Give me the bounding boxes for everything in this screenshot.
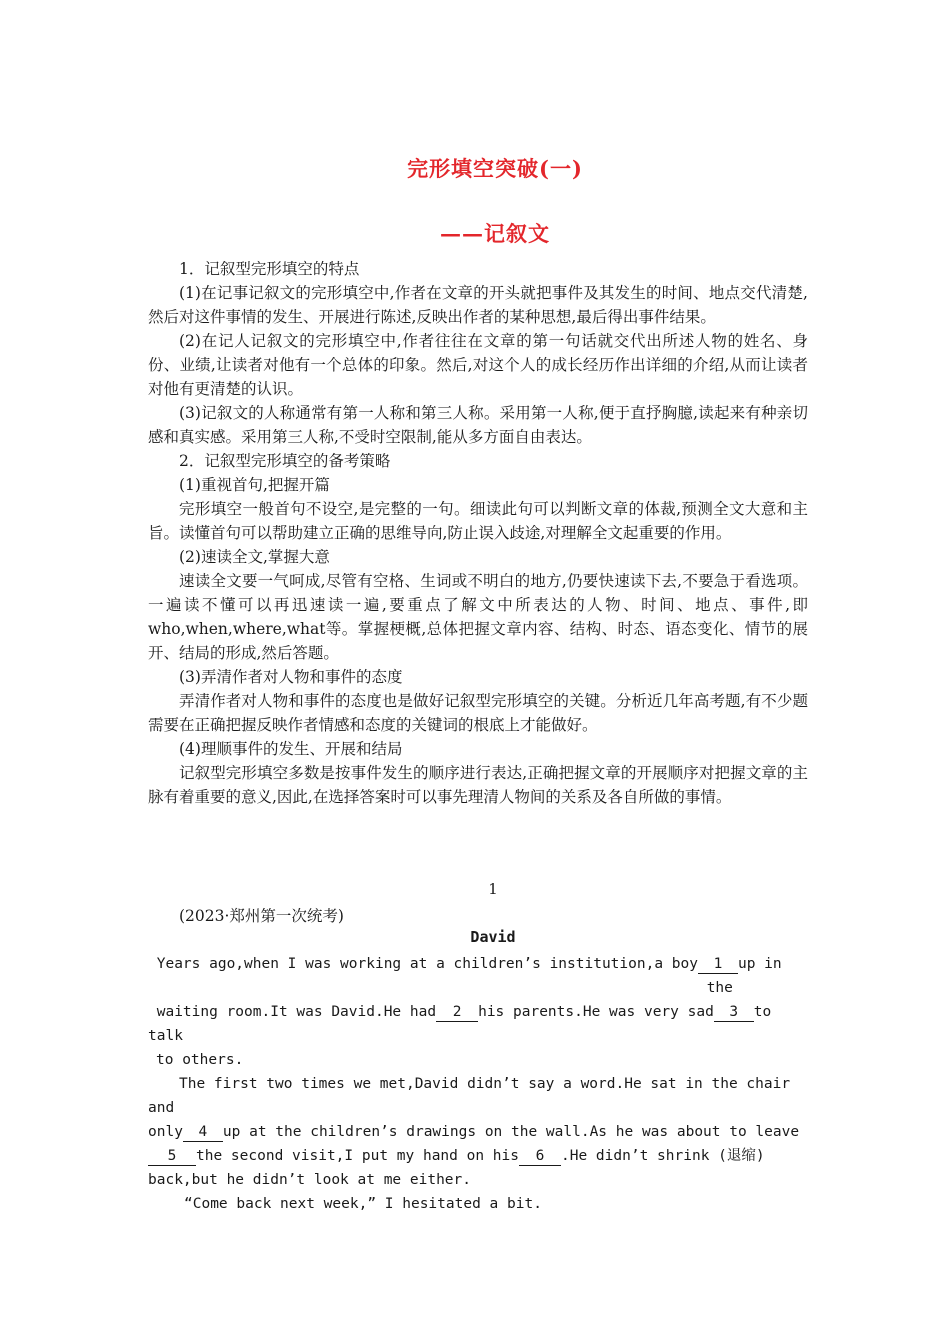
page-subtitle: ——记叙文 (440, 221, 550, 246)
section-1-heading: 1．记叙型完形填空的特点 (179, 260, 360, 278)
section-1-paragraph-1: (1)在记事记叙文的完形填空中,作者在文章的开头就把事件及其发生的时间、地点交代清楚,然后对这件事情的发生、开展进行陈述,反映出作者的某种思想,最后得出事件结果。 (148, 284, 808, 326)
section-1-paragraph-2: (2)在记人记叙文的完形填空中,作者往往在文章的第一句话就交代出所述人物的姓名、身份、业绩,让读者对他有一个总体的印象。然后,对这个人的成长经历作出详细的介绍,从而让读者对他有更清楚的认识。 (148, 332, 808, 398)
passage-text: his parents.He was very sad (478, 1004, 714, 1020)
passage-text: only (148, 1124, 183, 1140)
passage-line (148, 1144, 808, 1168)
blank-5[interactable]: 5 (148, 1147, 196, 1166)
passage-line: back,but he didn’t look at me either. (148, 1172, 472, 1188)
passage-line (148, 1000, 808, 1024)
exercise-number: 1 (488, 880, 498, 898)
passage-line: to others. (156, 1052, 244, 1068)
strategy-1-body: 完形填空一般首句不设空,是完整的一句。细读此句可以判断文章的体裁,预测全文大意和主旨。读懂首句可以帮助建立正确的思维导向,防止误入歧途,对理解全文起重要的作用。 (148, 500, 808, 542)
passage-line: “Come back next week,” I hesitated a bit. (184, 1196, 542, 1212)
passage-line (148, 1120, 808, 1144)
passage-text: .He didn’t shrink (退缩) (561, 1148, 765, 1164)
passage-text: the second visit,I put my hand on his (196, 1148, 520, 1164)
passage (148, 952, 808, 1216)
passage-text: to (753, 1004, 772, 1020)
passage-text: waiting room.It was David.He had (156, 1004, 437, 1020)
blank-6[interactable]: 6 (519, 1147, 561, 1166)
exercise-source: (2023·郑州第一次统考) (179, 907, 344, 925)
section-1-paragraph-3: (3)记叙文的人称通常有第一人称和第三人称。采用第一人称,便于直抒胸臆,读起来有种亲切感和真实感。采用第三人称,不受时空限制,能从多方面自由表达。 (148, 404, 808, 446)
passage-line: The first two times we met,David didn’t say a word.He sat in the chair (179, 1076, 791, 1092)
strategy-2-body: 速读全文要一气呵成,尽管有空格、生词或不明白的地方,仍要快速读下去,不要急于看选项。一遍读不懂可以再迅速读一遍,要重点了解文中所表达的人物、时间、地点、事件,即who,when,where,what等。掌握梗概,总体把握文章内容、结构、时态、语态变化、情节的展开、结局的形成,然后答题。 (148, 572, 808, 662)
strategy-2-title: (2)速读全文,掌握大意 (179, 548, 330, 566)
passage-text: up at the children’s drawings on the wall.As he was about to leave (222, 1124, 800, 1140)
passage-line: talk (148, 1028, 183, 1044)
page-title: 完形填空突破(一) (407, 156, 583, 181)
passage-text: up in (737, 956, 782, 972)
strategy-4-body: 记叙型完形填空多数是按事件发生的顺序进行表达,正确把握文章的开展顺序对把握文章的主脉有着重要的意义,因此,在选择答案时可以事先理清人物间的关系及各自所做的事情。 (148, 764, 808, 806)
blank-4[interactable]: 4 (183, 1123, 223, 1142)
strategy-3-title: (3)弄清作者对人物和事件的态度 (179, 668, 403, 686)
passage-line: the (148, 980, 733, 996)
passage-line (148, 952, 808, 976)
blank-2[interactable]: 2 (436, 1003, 478, 1022)
passage-title: David (470, 928, 516, 946)
blank-1[interactable]: 1 (698, 955, 738, 974)
exercise-source-wrap (148, 904, 808, 928)
section-1 (148, 257, 808, 809)
strategy-1-title: (1)重视首句,把握开篇 (179, 476, 330, 494)
strategy-3-body: 弄清作者对人物和事件的态度也是做好记叙型完形填空的关键。分析近几年高考题,有不少题需要在正确把握反映作者情感和态度的关键词的根底上才能做好。 (148, 692, 808, 734)
blank-3[interactable]: 3 (714, 1003, 754, 1022)
section-2-heading: 2．记叙型完形填空的备考策略 (179, 452, 391, 470)
passage-text: Years ago,when I was working at a children’s institution,a boy (148, 956, 698, 972)
strategy-4-title: (4)理顺事件的发生、开展和结局 (179, 740, 403, 758)
passage-line: and (148, 1100, 175, 1116)
